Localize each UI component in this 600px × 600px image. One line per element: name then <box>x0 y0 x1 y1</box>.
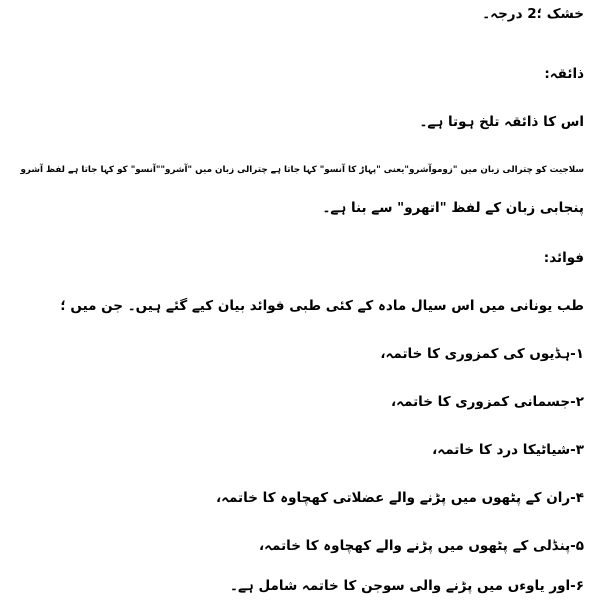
heading-dryness: خشک ؛2 درجہ۔ <box>482 6 584 22</box>
heading-benefits: فوائد: <box>543 250 584 266</box>
list-item-3: ۳-شیاٹیکا درد کا خاتمہ، <box>432 442 584 458</box>
list-item-4: ۴-ران کے پٹھوں میں پڑنے والے عضلاتی کھچاوہ کا خاتمہ، <box>215 490 584 506</box>
list-item-6: ۶-اور یاوءں میں پڑنے والی سوجن کا خاتمہ شامل ہے۔ <box>230 578 584 594</box>
paragraph-taste: اس کا ذائقہ تلخ ہوتا ہے۔ <box>419 114 584 130</box>
list-item-2: ۲-جسمانی کمزوری کا خاتمہ، <box>391 394 584 410</box>
list-item-1: ۱-ہڈیوں کی کمزوری کا خاتمہ، <box>380 346 584 362</box>
list-item-5: ۵-پنڈلی کے پٹھوں میں پڑنے والے کھچاوہ کا خاتمہ، <box>259 538 584 554</box>
paragraph-benefits-intro: طب یونانی میں اس سیال مادہ کے کئی طبی فوائد بیان کیے گئے ہیں۔ جن میں ؛ <box>60 298 584 314</box>
heading-taste: ذائقہ: <box>544 66 584 82</box>
paragraph-etymology-2: پنجابی زبان کے لفظ "اتھرو" سے بنا ہے۔ <box>322 200 584 216</box>
paragraph-etymology-1: سلاجیت کو چترالی زبان میں "زوموآشرو"یعنی "پہاڑ کا آنسو" کہا جاتا ہے چترالی زبان میں "آشرو""آنسو" کو کہا جاتا ہے لفظ آشرو <box>20 165 584 175</box>
